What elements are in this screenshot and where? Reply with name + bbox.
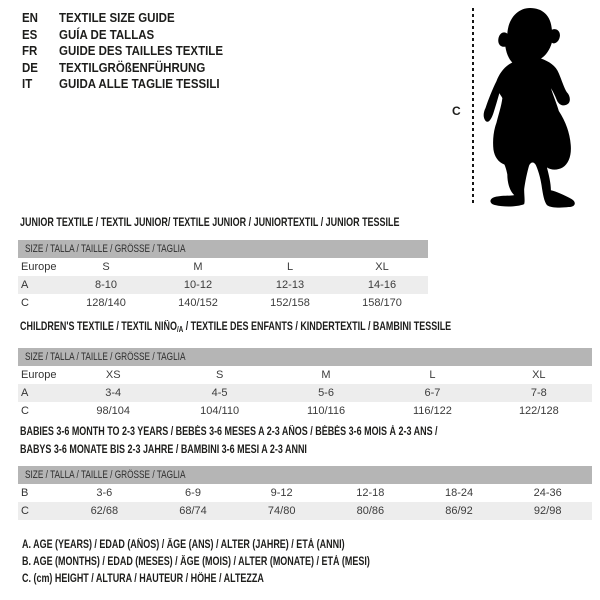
row-label: C bbox=[21, 297, 29, 309]
lang-label: GUIDE DES TAILLES TEXTILE bbox=[59, 44, 224, 59]
legend-line-a: A. AGE (YEARS) / EDAD (AÑOS) / ÂGE (ANS) / ALTER (JAHRE) / ETÀ (ANNI) bbox=[22, 538, 345, 551]
height-cell: 128/140 bbox=[86, 297, 126, 309]
age-cell: 12-13 bbox=[275, 279, 305, 291]
babies-size-table bbox=[18, 466, 592, 520]
age-cell: 18-24 bbox=[444, 487, 474, 499]
height-cell: 104/110 bbox=[200, 405, 240, 417]
table-row bbox=[18, 258, 428, 276]
lang-row-es bbox=[22, 27, 237, 44]
lang-row-de bbox=[22, 60, 237, 77]
lang-code: EN bbox=[22, 11, 38, 26]
lang-label: GUIDA ALLE TAGLIE TESSILI bbox=[59, 77, 220, 92]
row-label: B bbox=[21, 487, 29, 499]
babies-section-title-line1: BABIES 3-6 MONTH TO 2-3 YEARS / BEBÉS 3-6 MESES A 2-3 AÑOS / BÉBÉS 3-6 MOIS À 2-3 ANS / bbox=[20, 426, 438, 438]
age-cell: 5-6 bbox=[318, 387, 334, 399]
toddler-silhouette-icon bbox=[483, 4, 598, 212]
lang-code: IT bbox=[22, 77, 33, 92]
height-cell: 92/98 bbox=[533, 505, 562, 517]
lang-row-fr bbox=[22, 43, 237, 60]
height-cell: 158/170 bbox=[362, 297, 402, 309]
age-cell: 3-4 bbox=[105, 387, 122, 399]
height-cell: 74/80 bbox=[267, 505, 296, 517]
table-row bbox=[18, 402, 592, 420]
row-label: C bbox=[21, 405, 29, 417]
age-cell: 3-6 bbox=[96, 487, 113, 499]
lang-label: GUÍA DE TALLAS bbox=[59, 27, 155, 42]
language-list bbox=[22, 10, 237, 93]
table-row bbox=[18, 276, 428, 294]
size-cell: XS bbox=[105, 369, 121, 381]
children-size-table bbox=[18, 348, 592, 420]
lang-code: DE bbox=[22, 60, 38, 75]
junior-section-title: JUNIOR TEXTILE / TEXTIL JUNIOR/ TEXTILE JUNIOR / JUNIORTEXTIL / JUNIOR TESSILE bbox=[20, 217, 400, 229]
age-cell: 9-12 bbox=[270, 487, 293, 499]
height-cell: 62/68 bbox=[90, 505, 119, 517]
age-cell: 6-7 bbox=[424, 387, 441, 399]
height-cell: 98/104 bbox=[96, 405, 131, 417]
nino-a-subscript: /A bbox=[176, 325, 184, 334]
size-cell: S bbox=[215, 369, 224, 381]
table-row bbox=[18, 294, 428, 312]
legend-line-c: C. (cm) HEIGHT / ALTURA / HAUTEUR / HÖHE / ALTEZZA bbox=[22, 572, 264, 585]
age-cell: 7-8 bbox=[530, 387, 547, 399]
age-cell: 14-16 bbox=[367, 279, 397, 291]
height-cell: 110/116 bbox=[306, 405, 346, 417]
height-cell: 122/128 bbox=[518, 405, 559, 417]
age-cell: 10-12 bbox=[183, 279, 213, 291]
row-label: A bbox=[21, 387, 29, 399]
size-cell: L bbox=[286, 261, 294, 273]
size-header-bar: SIZE / TALLA / TAILLE / GRÖSSE / TAGLIA bbox=[18, 348, 592, 366]
table-row bbox=[18, 484, 592, 502]
row-label: Europe bbox=[21, 369, 57, 381]
table-row bbox=[18, 366, 592, 384]
size-cell: XL bbox=[532, 369, 546, 381]
age-cell: 8-10 bbox=[94, 279, 118, 291]
height-cell: 86/92 bbox=[445, 505, 473, 517]
lang-row-en bbox=[22, 10, 237, 27]
table-row bbox=[18, 384, 592, 402]
height-cell: 68/74 bbox=[179, 505, 207, 517]
lang-code: FR bbox=[22, 44, 38, 59]
height-measure-label: C bbox=[452, 104, 461, 118]
size-cell: L bbox=[429, 369, 436, 381]
height-cell: 152/158 bbox=[270, 297, 310, 309]
age-cell: 12-18 bbox=[356, 487, 385, 499]
row-label: C bbox=[21, 505, 29, 517]
size-cell: M bbox=[193, 261, 203, 273]
size-header-bar: SIZE / TALLA / TAILLE / GRÖSSE / TAGLIA bbox=[18, 466, 592, 484]
height-cell: 140/152 bbox=[178, 297, 218, 309]
height-measure-dashed-line bbox=[472, 8, 474, 206]
age-cell: 24-36 bbox=[533, 487, 562, 499]
row-label: A bbox=[21, 279, 29, 291]
legend-line-b: B. AGE (MONTHS) / EDAD (MESES) / ÂGE (MOIS) / ALTER (MONATE) / ETÀ (MESI) bbox=[22, 555, 370, 568]
row-label: Europe bbox=[21, 261, 57, 273]
lang-label: TEXTILGRÖßENFÜHRUNG bbox=[59, 60, 206, 75]
height-cell: 116/122 bbox=[412, 405, 452, 417]
table-row bbox=[18, 502, 592, 520]
size-cell: S bbox=[102, 261, 110, 273]
junior-size-table bbox=[18, 240, 428, 312]
age-cell: 6-9 bbox=[185, 487, 201, 499]
size-cell: XL bbox=[375, 261, 389, 273]
lang-row-it bbox=[22, 76, 237, 93]
lang-label: TEXTILE SIZE GUIDE bbox=[59, 11, 175, 26]
lang-code: ES bbox=[22, 27, 38, 42]
age-cell: 4-5 bbox=[211, 387, 228, 399]
size-cell: M bbox=[321, 369, 331, 381]
babies-section-title-line2: BABYS 3-6 MONATE BIS 2-3 JAHRE / BAMBINI 3-6 MESI A 2-3 ANNI bbox=[20, 444, 307, 456]
size-header-bar: SIZE / TALLA / TAILLE / GRÖSSE / TAGLIA bbox=[18, 240, 428, 258]
legend bbox=[22, 536, 468, 587]
height-cell: 80/86 bbox=[356, 505, 385, 517]
children-section-title: CHILDREN'S TEXTILE / TEXTIL $NIÑO_{/A}$ / TEXTILE DES ENFANTS / KINDERTEXTIL / BAMBINI TESSILE bbox=[20, 321, 452, 334]
